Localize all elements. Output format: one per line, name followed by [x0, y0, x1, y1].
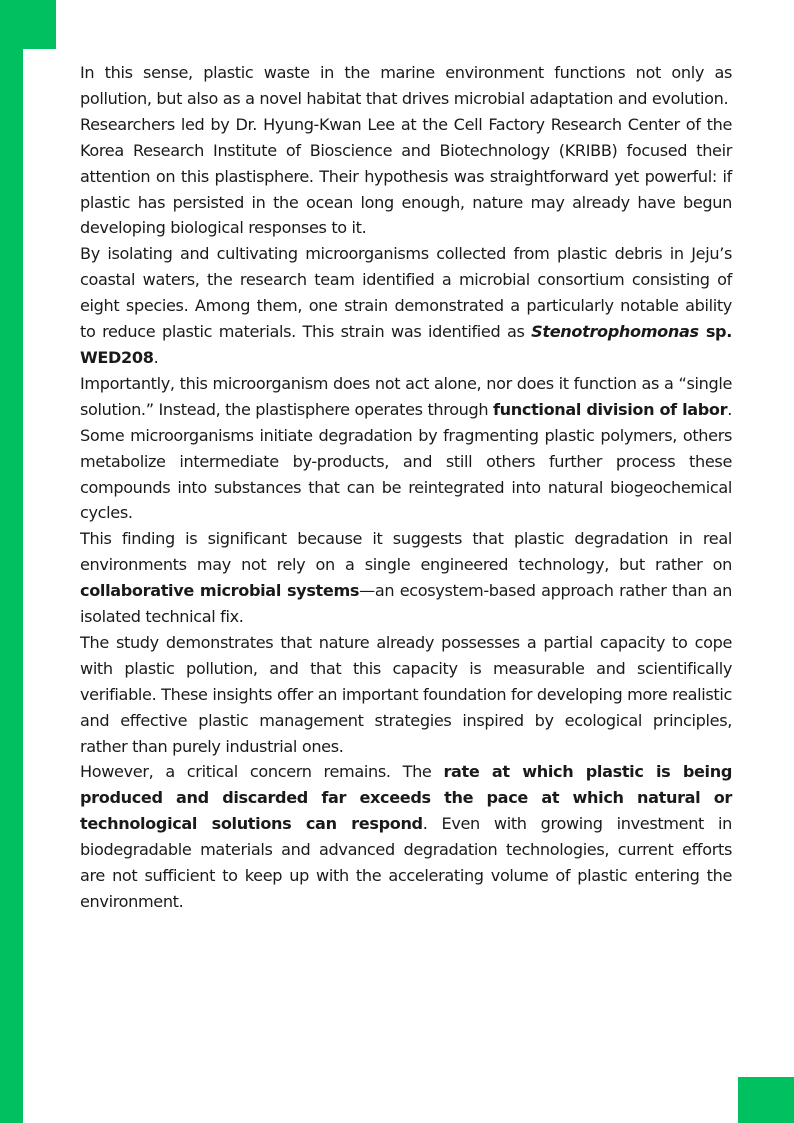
paragraph-7-text: However, a critical concern remains. The	[80, 762, 444, 782]
paragraph-3-end: .	[153, 347, 159, 367]
paragraph-6: The study demonstrates that nature already possesses a partial capacity to cope with plastic pollution, and that this capacity is measurable and scientifically verifiable. These insights offer an important foundation for developing more realistic and effective plastic management strategies inspired by ecological principles, rather than purely industrial ones.	[80, 632, 732, 756]
paragraph-7-rest: . Even with growing investment in biodegradable materials and advanced degradation technologies, current efforts are not sufficient to keep up with the accelerating volume of plastic entering the environment.	[80, 814, 732, 911]
paragraph-7	[80, 759, 732, 914]
paragraph-5	[80, 526, 732, 630]
left-accent-bar	[0, 0, 23, 1123]
paragraph-3	[80, 241, 732, 371]
paragraph-7-bold: rate at which plastic is being produced and discarded far exceeds the pace at which natural or technological solutions can respond	[80, 762, 732, 834]
strain-genus: Stenotrophomonas	[531, 322, 699, 342]
top-corner-block	[0, 0, 56, 49]
article-body	[80, 60, 732, 915]
paragraph-2: Researchers led by Dr. Hyung-Kwan Lee at the Cell Factory Research Center of the Korea Research Institute of Bioscience and Biotechnology (KRIBB) focused their attention on this plastisphere. Their hypothesis was straightforward yet powerful: if plastic has persisted in the ocean long enough, nature may already have begun developing biological responses to it.	[80, 114, 732, 238]
paragraph-5-bold: collaborative microbial systems	[80, 581, 360, 601]
paragraph-4-rest: . Some microorganisms initiate degradation by fragmenting plastic polymers, others metabolize intermediate by-products, and still others further process these compounds into substances that can be reintegrated into natural biogeochemical cycles.	[80, 399, 733, 523]
strain-species: sp. WED208	[80, 322, 732, 367]
paragraph-1: In this sense, plastic waste in the marine environment functions not only as pollution, but also as a novel habitat that drives microbial adaptation and evolution.	[80, 63, 732, 108]
paragraph-5-rest: —an ecosystem-based approach rather than an isolated technical fix.	[80, 581, 732, 627]
paragraph-4-text: Importantly, this microorganism does not act alone, nor does it function as a “single solution.” Instead, the plastisphere operates through	[80, 373, 732, 419]
paragraph-4-bold: functional division of labor	[493, 399, 728, 419]
paragraph-5-text: This finding is significant because it suggests that plastic degradation in real environments may not rely on a single engineered technology, but rather on	[80, 529, 732, 575]
paragraph-3-text: By isolating and cultivating microorganisms collected from plastic debris in Jeju’s coastal waters, the research team identified a microbial consortium consisting of eight species. Among them, one strain demonstrated a particularly notable ability to reduce plastic materials. This strain was identified as	[80, 244, 732, 342]
paragraph-4	[80, 371, 732, 526]
bottom-corner-block	[738, 1077, 794, 1123]
